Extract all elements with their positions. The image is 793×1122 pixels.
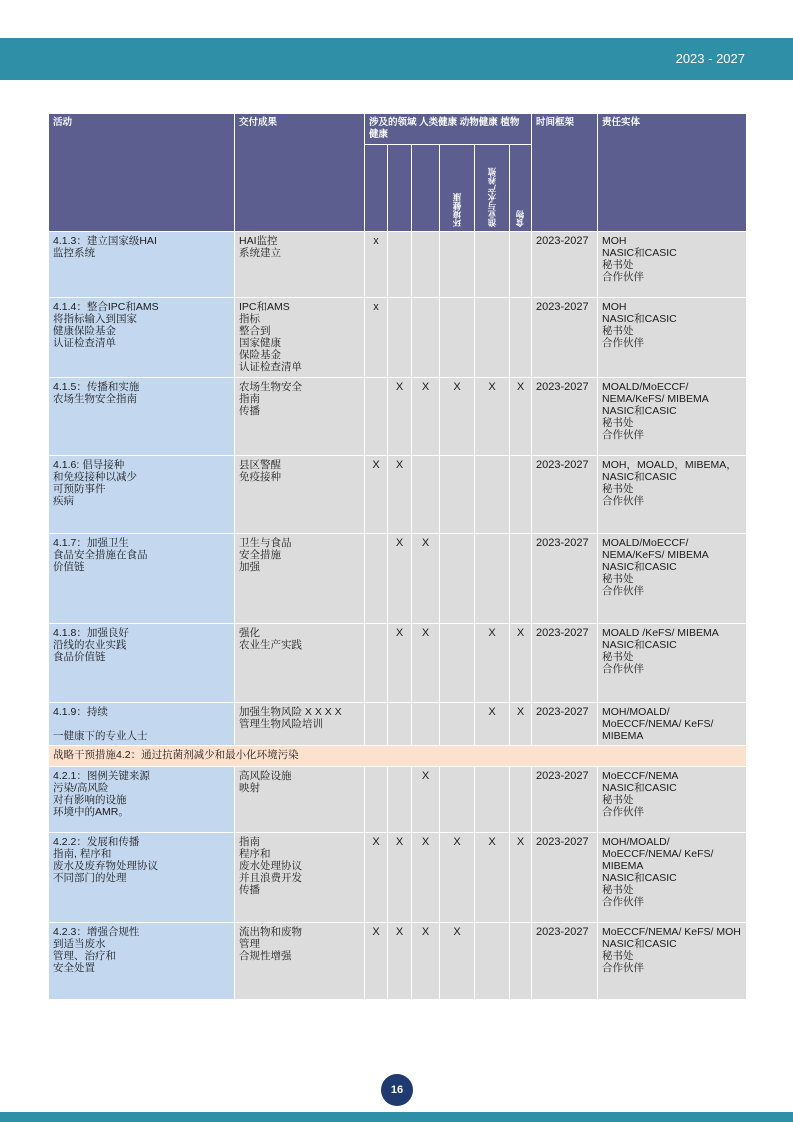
table-row [49,767,747,833]
domain-mark-cell: X [412,624,440,703]
timeframe-cell: 2023-2027 [532,456,598,534]
entity-cell [598,767,747,833]
entity-cell [598,456,747,534]
domain-mark-cell [365,534,388,624]
entity-line: 合作伙伴 [602,585,645,597]
entity-line: NASIC和CASIC [602,938,677,950]
domain-mark-cell: X [412,767,440,833]
entity-line: MOH [602,301,627,313]
domain-mark-cell [440,624,475,703]
subheader-human [365,145,388,232]
measure-row [49,746,747,767]
domain-mark-cell: X [388,923,412,1000]
entity-line: 秘书处 [602,259,634,271]
deliverable-cell: IPC和AMS 指标 整合到 国家健康 保险基金 认证检查清单 [235,298,365,378]
domain-mark-cell: X [412,833,440,923]
entity-line: 秘书处 [602,325,634,337]
activity-cell: 4.2.2：发展和传播 指南, 程序和 废水及废弃物处理协议 不同部门的处理 [49,833,235,923]
entity-line: MOH/MOALD/ MoECCF/NEMA/ KeFS/ MIBEMA [602,706,714,742]
entity-cell [598,534,747,624]
entity-cell [598,923,747,1000]
domain-mark-cell [412,232,440,298]
entity-line: 合作伙伴 [602,896,645,908]
domain-mark-cell [475,298,510,378]
entity-line: NASIC和CASIC [602,471,677,483]
domain-mark-cell: X [510,833,532,923]
domain-mark-cell: X [475,624,510,703]
entity-cell [598,378,747,456]
domain-mark-cell [365,703,388,746]
domain-mark-cell: X [412,923,440,1000]
header-band [0,38,793,80]
deliverable-cell: 农场生物安全 指南 传播 [235,378,365,456]
domain-mark-cell [388,703,412,746]
entity-line: 合作伙伴 [602,495,645,507]
domain-mark-cell [440,534,475,624]
timeframe-cell: 2023-2027 [532,298,598,378]
deliverable-cell: 高风险设施 映射 [235,767,365,833]
subheader-animal [388,145,412,232]
header-deliverable: 交付成果 [235,114,365,232]
domain-mark-cell [510,456,532,534]
timeframe-cell: 2023-2027 [532,767,598,833]
table-row [49,456,747,534]
domain-mark-cell: X [412,378,440,456]
header-activity: 活动 [49,114,235,232]
table-row [49,232,747,298]
activity-cell: 4.2.3：增强合规性 到适当废水 管理、治疗和 安全处置 [49,923,235,1000]
table-row [49,298,747,378]
domain-mark-cell: X [510,378,532,456]
domain-mark-cell [365,378,388,456]
domain-mark-cell [510,232,532,298]
entity-line: MOALD/MoECCF/ NEMA/KeFS/ MIBEMA [602,381,709,405]
entity-cell [598,624,747,703]
domain-mark-cell: X [412,534,440,624]
domain-mark-cell: X [388,833,412,923]
domain-mark-cell [388,767,412,833]
header-entity: 责任实体 [598,114,747,232]
table-row [49,378,747,456]
domain-mark-cell [475,767,510,833]
activity-cell: 4.1.3：建立国家级HAI 监控系统 [49,232,235,298]
domain-mark-cell [440,298,475,378]
deliverable-cell: 加强生物风险 X X X X 管理生物风险培训 [235,703,365,746]
domain-mark-cell: X [365,456,388,534]
entity-line: MOALD /KeFS/ MIBEMA [602,627,719,639]
entity-line: 合作伙伴 [602,962,645,974]
timeframe-cell: 2023-2027 [532,378,598,456]
entity-line: NASIC和CASIC [602,313,677,325]
domain-mark-cell: X [388,378,412,456]
activity-cell: 4.1.5：传播和实施 农场生物安全指南 [49,378,235,456]
entity-line: MOALD/MoECCF/ NEMA/KeFS/ MIBEMA [602,537,709,561]
activity-cell: 4.1.4：整合IPC和AMS 将指标输入到国家 健康保险基金 认证检查清单 [49,298,235,378]
header-years: 2023 - 2027 [675,51,745,66]
entity-line: NASIC和CASIC [602,561,677,573]
entity-line: MoECCF/NEMA/ KeFS/ MOH [602,926,741,938]
entity-cell [598,232,747,298]
entity-cell [598,833,747,923]
table-row [49,624,747,703]
deliverable-cell: 强化 农业生产实践 [235,624,365,703]
domain-mark-cell: x [365,298,388,378]
domain-mark-cell [475,534,510,624]
subheader-food: 食物 [510,145,532,232]
deliverable-cell: HAI监控 系统建立 [235,232,365,298]
domain-mark-cell [388,298,412,378]
timeframe-cell: 2023-2027 [532,703,598,746]
domain-mark-cell: X [475,378,510,456]
timeframe-cell: 2023-2027 [532,624,598,703]
domain-mark-cell: X [510,624,532,703]
table-row [49,703,747,746]
entity-line: 秘书处 [602,794,634,806]
domain-mark-cell: X [365,923,388,1000]
deliverable-cell: 卫生与食品 安全措施 加强 [235,534,365,624]
entity-line: NASIC和CASIC [602,639,677,651]
activity-cell: 4.2.1：图例关键来源 污染/高风险 对有影响的设施 环境中的AMR。 [49,767,235,833]
domain-mark-cell [440,767,475,833]
table-row [49,923,747,1000]
domain-mark-cell [412,703,440,746]
deliverable-cell: 指南 程序和 废水处理协议 并且浪费开发 传播 [235,833,365,923]
table-row [49,534,747,624]
domain-mark-cell: X [475,703,510,746]
entity-line: MoECCF/NEMA [602,770,679,782]
header-timeframe: 时间框架 [532,114,598,232]
entity-line: 合作伙伴 [602,271,645,283]
domain-mark-cell [440,232,475,298]
activity-cell: 4.1.9：持续 一健康下的专业人士 [49,703,235,746]
subheader-environment: 环境健康 [440,145,475,232]
domain-mark-cell [510,298,532,378]
domain-mark-cell: X [388,456,412,534]
timeframe-cell: 2023-2027 [532,534,598,624]
table-row [49,833,747,923]
header-domains: 涉及的领域 人类健康 动物健康 植物健康 [365,114,532,145]
entity-line: 合作伙伴 [602,663,645,675]
domain-mark-cell [510,923,532,1000]
domain-mark-cell: X [365,833,388,923]
entity-line: NASIC和CASIC [602,782,677,794]
entity-line: 秘书处 [602,651,634,663]
domain-mark-cell [475,232,510,298]
subheader-fisheries: 渔业与水产养殖 [475,145,510,232]
entity-line: 秘书处 [602,884,634,896]
entity-line: NASIC和CASIC [602,247,677,259]
entity-line: 秘书处 [602,950,634,962]
subheader-plant [412,145,440,232]
domain-mark-cell [365,624,388,703]
domain-mark-cell [412,456,440,534]
entity-line: 合作伙伴 [602,806,645,818]
domain-mark-cell: x [365,232,388,298]
entity-line: 合作伙伴 [602,337,645,349]
domain-mark-cell: X [388,624,412,703]
timeframe-cell: 2023-2027 [532,833,598,923]
domain-mark-cell: X [388,534,412,624]
entity-cell [598,703,747,746]
domain-mark-cell [388,232,412,298]
timeframe-cell: 2023-2027 [532,232,598,298]
domain-mark-cell: X [475,833,510,923]
measure-title: 战略干预措施4.2：通过抗菌剂减少和最小化环境污染 [49,746,747,767]
entity-line: NASIC和CASIC [602,872,677,884]
action-plan-table [48,113,747,1000]
entity-line: 秘书处 [602,483,634,495]
domain-mark-cell: X [510,703,532,746]
entity-line: MOH，MOALD，MIBEMA， [602,459,737,471]
entity-cell [598,298,747,378]
activity-cell: 4.1.6: 倡导接种 和免疫接种以减少 可预防事件 疾病 [49,456,235,534]
page-number: 16 [381,1074,413,1106]
deliverable-cell: 流出物和废物 管理 合规性增强 [235,923,365,1000]
domain-mark-cell: X [440,378,475,456]
activity-cell: 4.1.7：加强卫生 食品安全措施在食品 价值链 [49,534,235,624]
activity-cell: 4.1.8：加强良好 沿线的农业实践 食品价值链 [49,624,235,703]
domain-mark-cell [440,703,475,746]
domain-mark-cell [510,534,532,624]
domain-mark-cell [365,767,388,833]
timeframe-cell: 2023-2027 [532,923,598,1000]
entity-line: 合作伙伴 [602,429,645,441]
entity-line: MOH/MOALD/ MoECCF/NEMA/ KeFS/ MIBEMA [602,836,714,872]
domain-mark-cell: X [440,833,475,923]
domain-mark-cell: X [440,923,475,1000]
domain-mark-cell [510,767,532,833]
entity-line: 秘书处 [602,573,634,585]
domain-mark-cell [412,298,440,378]
domain-mark-cell [475,456,510,534]
entity-line: 秘书处 [602,417,634,429]
footer-band [0,1112,793,1122]
domain-mark-cell [440,456,475,534]
entity-line: NASIC和CASIC [602,405,677,417]
entity-line: MOH [602,235,627,247]
deliverable-cell: 县区警醒 免疫接种 [235,456,365,534]
domain-mark-cell [475,923,510,1000]
